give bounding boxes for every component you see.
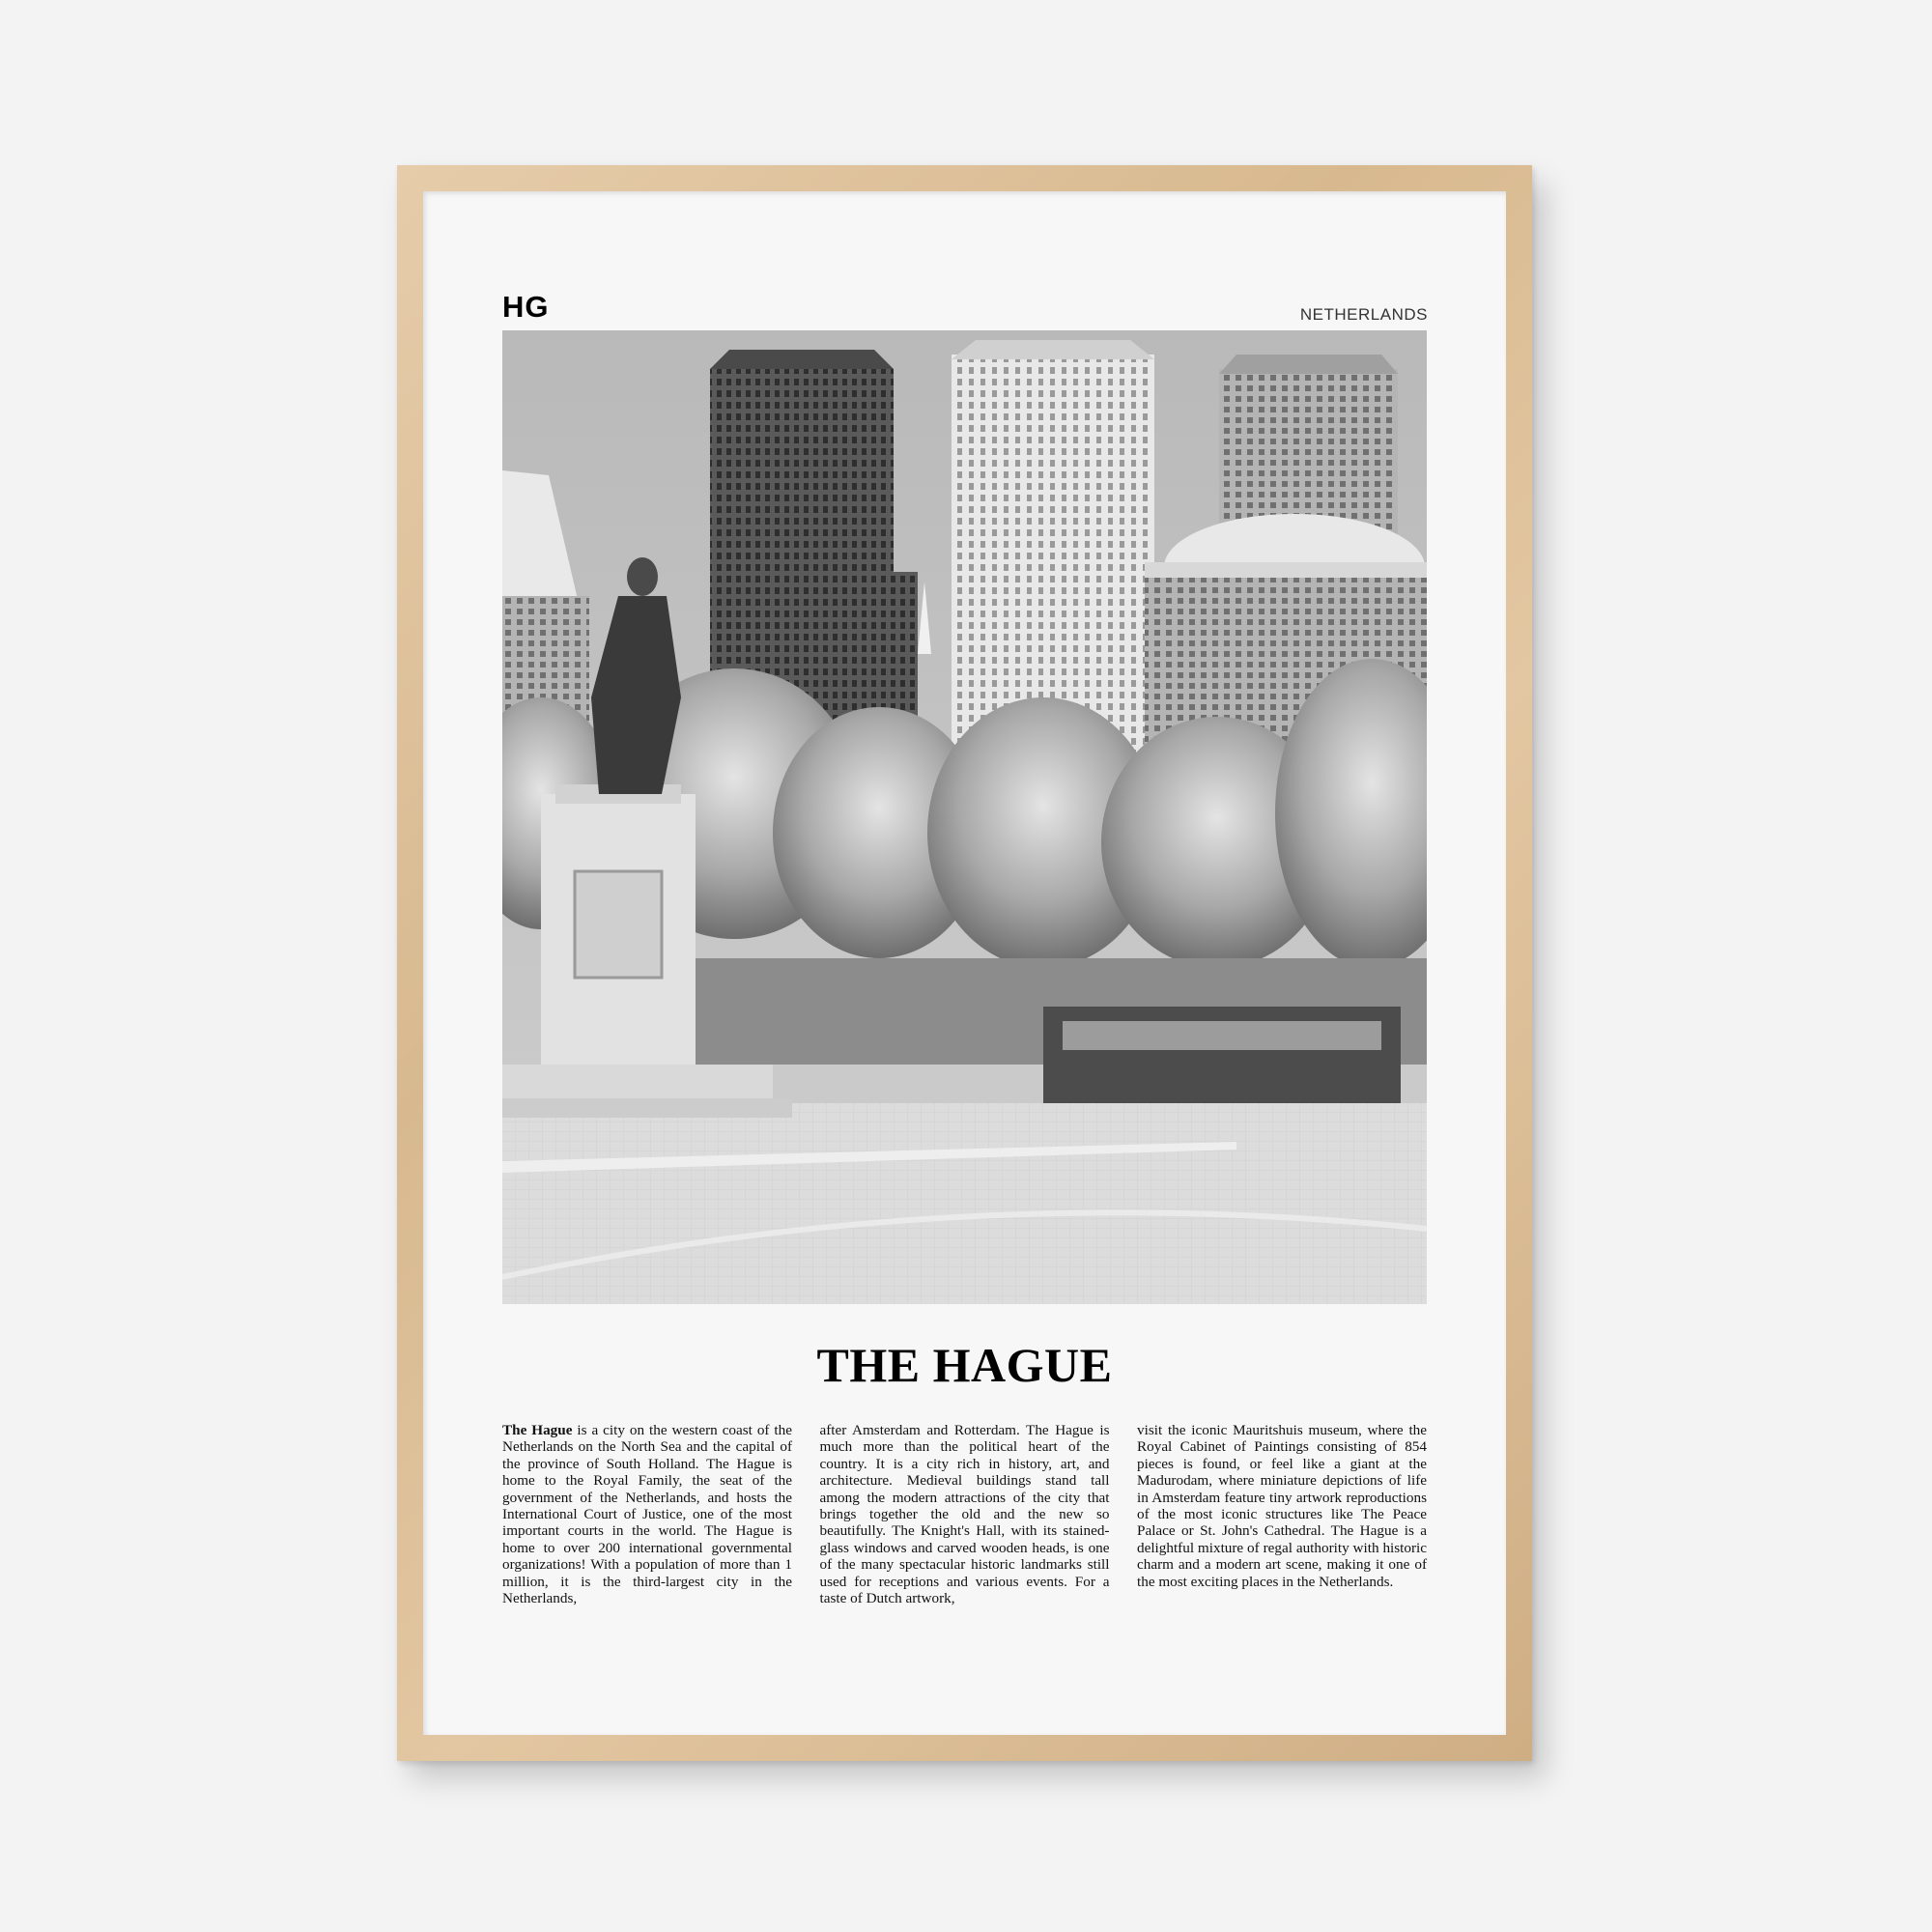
column-1-text: is a city on the western coast of the Netherlands on the North Sea and the capital of the province of South Holland. The Hague is home to the Royal Family, the seat of the government of the Netherlands, and hosts the International Court of Justice, one of the most important courts in the world. The Hague is home to over 200 international governmental organizations! With a population of more than 1 million, it is the third-largest city in the Netherlands, [502, 1422, 792, 1607]
description-column-1 [502, 1422, 792, 1606]
description-column-2 [820, 1422, 1110, 1606]
city-code: HG [502, 290, 550, 324]
description-column-3 [1137, 1422, 1427, 1606]
country-label: NETHERLANDS [1299, 305, 1428, 324]
city-photo [502, 330, 1427, 1304]
poster-title: THE HAGUE [816, 1338, 1113, 1392]
column-3-text: visit the iconic Mauritshuis museum, where the Royal Cabinet of Paintings consisting of 854 pieces is found, or feel like a giant at the Madurodam, where miniature depictions of life in Amsterdam feature tiny artwork reproductions of the most iconic structures like The Peace Palace or St. John's Cathedral. The Hague is a delightful mixture of regal authority with historic charm and a modern art scene, making it one of the most exciting places in the Netherlands. [1137, 1422, 1427, 1590]
column-2-text: after Amsterdam and Rotterdam. The Hague is much more than the political heart of the country. It is a city rich in history, art, and architecture. Medieval buildings stand tall among the modern attractions of the city that brings together the old and the new so beautifully. The Knight's Hall, with its stained-glass windows and carved wooden heads, is one of the many spectacular historic landmarks still used for receptions and various events. For a taste of Dutch artwork, [819, 1422, 1110, 1607]
lead-text: The Hague [502, 1422, 573, 1438]
description-columns [502, 1422, 1427, 1606]
